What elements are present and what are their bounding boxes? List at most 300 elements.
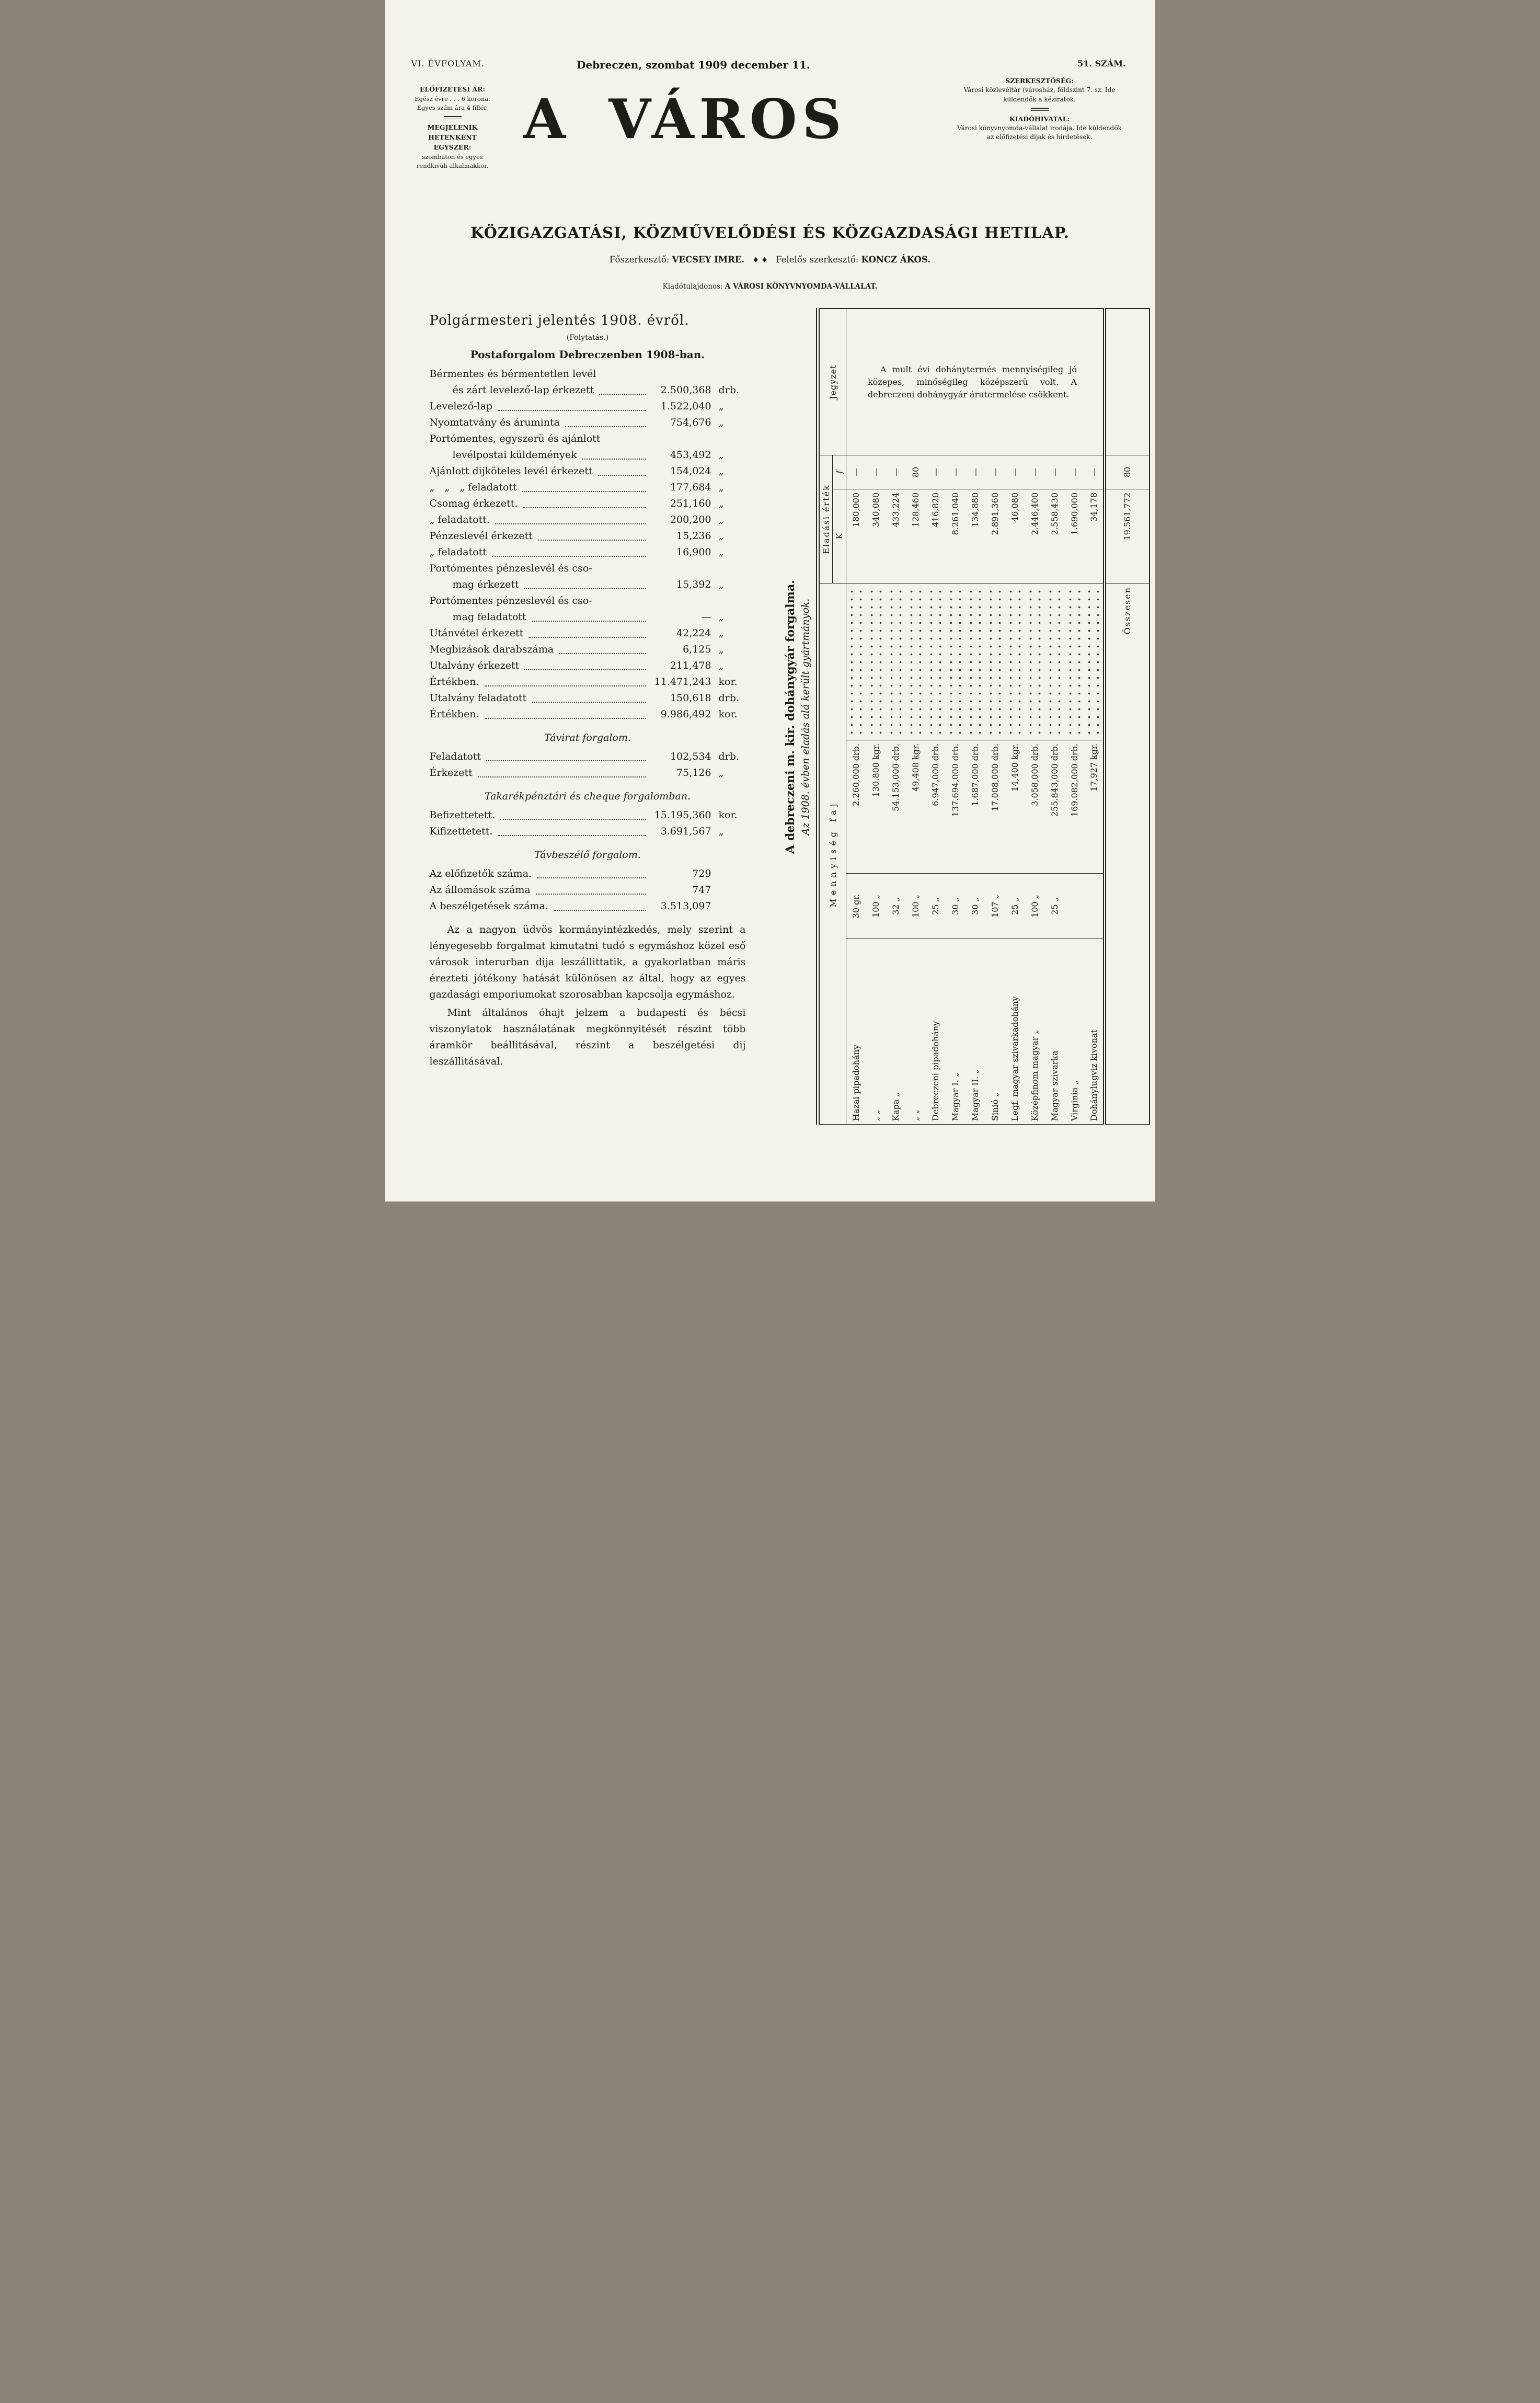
item-row	[430, 463, 746, 479]
cell-dot-leader	[905, 583, 925, 740]
tobacco-table-header	[818, 308, 846, 1124]
item-row	[430, 823, 746, 840]
subscription-price-issue: Egyes szám ára 4 fillér.	[417, 104, 488, 111]
cell-product: Virginia „	[1069, 1080, 1079, 1121]
header-korona: K	[832, 489, 846, 583]
publisher-line	[385, 282, 1155, 291]
header-quantity-type: Mennyiség faj	[818, 583, 846, 1124]
dot-leader	[582, 459, 646, 460]
body-paragraphs	[430, 922, 746, 1070]
dot-leader	[523, 507, 646, 508]
newspaper-page	[385, 0, 1155, 1202]
responsible-editor-label: Felelős szerkesztő:	[776, 255, 859, 265]
cell-quantity: 3.058,000 drb.	[1025, 740, 1044, 874]
item-label: Levelező-lap	[429, 400, 493, 412]
divider-rule	[1031, 108, 1049, 111]
item-row	[430, 398, 746, 415]
item-label: Csomag érkezett.	[429, 498, 518, 509]
tobacco-row	[1064, 308, 1084, 1124]
cell-note	[846, 308, 866, 455]
cell-quantity: 54.153,000 drb.	[886, 740, 905, 874]
cell-product: Kapa „	[890, 1092, 901, 1121]
frequency-heading: MEGJELENIK HETENKÉNT EGYSZER:	[427, 123, 478, 151]
item-first-line: Portómentes pénzeslevél és cso-	[429, 563, 592, 574]
cell-dot-leader	[846, 583, 866, 740]
cell-quantity: 49,408 kgr.	[905, 740, 925, 874]
item-row	[430, 749, 746, 765]
cell-unit-weight: 25 „	[1005, 874, 1025, 939]
cell-dot-leader	[985, 583, 1005, 740]
item-label: Az előfizetők száma.	[429, 868, 532, 879]
postal-list-item	[430, 366, 746, 398]
item-unit: kor.	[718, 708, 738, 720]
cell-product: Dohánylugviz kivonat	[1088, 1029, 1098, 1121]
item-value: 251,160	[670, 498, 711, 509]
tobacco-row	[1025, 308, 1044, 1124]
cell-value-korona: 416,820	[925, 489, 945, 583]
cell-quantity: 17,927 kgr.	[1084, 740, 1104, 874]
cell-dot-leader	[866, 583, 886, 740]
cell-dot-leader	[1064, 583, 1084, 740]
dot-leader	[599, 394, 646, 395]
dot-leader	[565, 426, 646, 427]
dot-leader	[532, 621, 646, 622]
cell-unit-weight: 100 „	[1025, 874, 1044, 939]
cell-value-filler: —	[945, 455, 965, 489]
header-sale-value: Eladási érték	[818, 455, 832, 583]
item-label: Az állomások száma	[429, 884, 531, 896]
cell-quantity: 17.008,000 drb.	[985, 740, 1005, 874]
item-label: Feladatott	[429, 751, 481, 762]
item-label: „ feladatott.	[429, 514, 490, 525]
subscription-box	[411, 85, 494, 170]
divider-rule	[444, 116, 462, 119]
dot-leader	[498, 410, 646, 411]
dot-leader	[966, 587, 975, 737]
dot-leader	[478, 776, 646, 777]
item-row	[430, 706, 746, 723]
issue-number: 51. SZÁM.	[1077, 59, 1126, 68]
cell-quantity: 130.800 kgr.	[866, 740, 886, 874]
cell-value-filler: —	[985, 455, 1005, 489]
item-first-line: Portómentes pénzeslevél és cso-	[429, 595, 592, 607]
item-label: Érkezett	[429, 767, 473, 779]
telegraph-list-item	[430, 749, 746, 765]
savings-list-item	[430, 823, 746, 840]
volume-label: VI. ÉVFOLYAM.	[411, 59, 485, 68]
total-label: Összesen	[1104, 583, 1149, 1124]
dot-leader	[995, 587, 1004, 737]
cell-dot-leader	[1084, 583, 1104, 740]
dot-leader	[876, 587, 884, 737]
publishing-office-text: Városi könyvnyomda-vállalat irodája. Ide küldendők az előfizetési dijak és hirdetések.	[957, 124, 1122, 141]
item-unit: „	[718, 767, 724, 779]
publishing-office-heading: KIADÓHIVATAL:	[1009, 115, 1070, 123]
cell-value-filler: —	[846, 455, 866, 489]
total-korona: 19.561,772	[1104, 489, 1149, 583]
telephone-list	[430, 866, 746, 914]
tobacco-row	[846, 308, 866, 1124]
item-unit: „	[718, 826, 724, 837]
masthead	[411, 73, 1129, 215]
tobacco-row	[1005, 308, 1025, 1124]
item-label: Utánvétel érkezett	[429, 627, 524, 639]
postal-list	[430, 366, 746, 723]
cell-value-filler: —	[1044, 455, 1064, 489]
date-title: Debreczen, szombat 1909 december 11.	[577, 59, 810, 71]
item-unit: „	[718, 465, 724, 477]
item-row	[430, 674, 746, 690]
item-label: „ feladatott	[429, 546, 487, 558]
dot-leader	[856, 587, 865, 737]
dot-leader	[554, 910, 646, 911]
tobacco-table-inner	[783, 309, 1148, 1125]
postal-list-item	[430, 415, 746, 431]
postal-section-heading: Postaforgalom Debreczenben 1908-ban.	[470, 348, 705, 361]
cell-product: Középfinom magyar „	[1029, 1029, 1040, 1121]
item-unit: „	[718, 417, 724, 428]
item-value: 150,618	[670, 692, 711, 704]
tobacco-table-footer	[1104, 308, 1149, 1124]
item-unit: „	[718, 449, 724, 461]
dot-leader	[895, 587, 904, 737]
body-paragraph: Mint általános óhajt jelzem a budapesti és bécsi viszonylatok használatának megkönnyitését részint több áramkör beállitásával, részint a beszélgetési dij leszállitásával.	[429, 1007, 746, 1067]
dot-leader	[1085, 587, 1094, 737]
item-label: A beszélgetések száma.	[429, 900, 549, 912]
item-row	[430, 898, 746, 914]
item-value: 729	[692, 868, 711, 879]
cell-dot-leader	[886, 583, 905, 740]
item-value: 75,126	[676, 767, 711, 779]
cell-value-korona: 34,178	[1084, 489, 1104, 583]
cell-value-korona: 2.446,400	[1025, 489, 1044, 583]
item-value: 211,478	[670, 660, 711, 671]
item-row	[430, 765, 746, 781]
header-note: Jegyzet	[818, 308, 846, 455]
dot-leader	[598, 475, 646, 476]
item-unit: „	[718, 400, 724, 412]
item-value: 11.471,243	[654, 676, 711, 688]
item-value: 747	[692, 884, 711, 896]
item-unit: „	[718, 530, 724, 542]
item-row	[430, 479, 746, 496]
item-value: 3.513,097	[660, 900, 711, 912]
postal-list-item	[430, 544, 746, 560]
dot-leader	[975, 587, 984, 737]
dot-leader	[1065, 587, 1074, 737]
date-line	[385, 59, 1155, 74]
cell-unit-weight: 25 „	[925, 874, 945, 939]
subscription-heading: ELŐFIZETÉSI ÁR:	[419, 85, 486, 93]
newspaper-subtitle: KÖZIGAZGATÁSI, KÖZMŰVELŐDÉSI ÉS KÖZGAZDASÁGI HETILAP.	[470, 224, 1070, 242]
table-subtitle: Az 1908. évben eladás alá került gyártmányok.	[799, 598, 811, 836]
cell-unit-weight: 32 „	[886, 874, 905, 939]
cell-unit-weight: 100 „	[866, 874, 886, 939]
cell-unit-weight: 100 „	[905, 874, 925, 939]
cell-value-filler: 80	[905, 455, 925, 489]
dot-leader	[486, 760, 646, 761]
postal-list-item	[430, 642, 746, 658]
cell-value-korona: 8.261,040	[945, 489, 965, 583]
cell-dot-leader	[925, 583, 945, 740]
dot-leader	[524, 669, 646, 670]
item-label: mag feladatott	[452, 611, 526, 623]
dot-leader	[847, 587, 856, 737]
item-row	[430, 642, 746, 658]
item-unit: „	[718, 514, 724, 525]
cell-quantity: 169.082,000 drb.	[1064, 740, 1084, 874]
item-value: 3.691,567	[660, 826, 711, 837]
cell-product: Hazai pipadohány	[851, 1045, 861, 1121]
cell-value-korona: 2.558,430	[1044, 489, 1064, 583]
cell-quantity: 137.694,000 drb.	[945, 740, 965, 874]
chief-editor-name: VECSEY IMRE.	[672, 255, 745, 265]
item-value: 154,024	[670, 465, 711, 477]
item-label: mag érkezett	[452, 579, 519, 590]
savings-list-item	[430, 807, 746, 823]
item-label: Utalvány feladatott	[429, 692, 527, 704]
cell-unit-weight: 30 gr.	[846, 874, 866, 939]
dot-leader	[532, 702, 646, 703]
cell-unit-weight: 25 „	[1044, 874, 1064, 939]
telephone-list-item	[430, 882, 746, 898]
tobacco-row	[1084, 308, 1104, 1124]
cell-product: Magyar II. „	[970, 1069, 980, 1121]
item-label: Nyomtatvány és áruminta	[429, 417, 560, 428]
item-unit: „	[718, 579, 724, 590]
cell-unit-weight: 30 „	[945, 874, 965, 939]
total-note-cell	[1104, 308, 1149, 455]
item-value: 453,492	[670, 449, 711, 461]
editorial-office-text: Városi közlevéltár (városház, földszint 7. sz. Ide küldendők a kéziratok.	[963, 86, 1116, 103]
cell-value-filler: —	[866, 455, 886, 489]
chief-editor-label: Főszerkesztő:	[609, 255, 670, 265]
frequency-text: szombaton és egyes rendkivüli alkalmakkor.	[416, 153, 489, 169]
item-unit: „	[718, 660, 724, 671]
item-label: Utalvány érkezett	[429, 660, 520, 671]
publisher-name: A VÁROSI KÖNYVNYOMDA-VÁLLALAT.	[725, 282, 878, 291]
item-first-line: Bérmentes és bérmentetlen levél	[429, 368, 596, 380]
item-row	[430, 528, 746, 544]
dot-leader	[946, 587, 955, 737]
item-value: 754,676	[670, 417, 711, 428]
cell-value-korona: 340,080	[866, 489, 886, 583]
cell-unit-weight: 30 „	[965, 874, 985, 939]
dot-leader	[522, 491, 646, 492]
cell-value-korona: 180,000	[846, 489, 866, 583]
dot-leader	[498, 835, 646, 836]
tobacco-table-rotated	[783, 309, 1148, 1125]
cell-value-filler: —	[1005, 455, 1025, 489]
item-unit: kor.	[718, 676, 738, 688]
item-row	[430, 658, 746, 674]
item-label: és zárt levelező-lap érkezett	[452, 384, 594, 396]
dot-leader	[915, 587, 924, 737]
tobacco-row	[905, 308, 925, 1124]
cell-product: Magyar szivarka	[1049, 1050, 1060, 1121]
item-unit: drb.	[718, 692, 739, 704]
postal-list-item	[430, 560, 746, 593]
cell-dot-leader	[945, 583, 965, 740]
telegraph-list	[430, 749, 746, 781]
cell-value-filler: —	[925, 455, 945, 489]
cell-value-filler: —	[886, 455, 905, 489]
item-value: 200,200	[670, 514, 711, 525]
item-row	[430, 447, 746, 463]
dot-leader	[887, 587, 895, 737]
postal-list-item	[430, 658, 746, 674]
editorial-box	[956, 76, 1124, 142]
item-label: Kifizettetett.	[429, 826, 493, 837]
cell-unit-weight	[1084, 874, 1104, 939]
dot-leader	[1026, 587, 1035, 737]
tobacco-row	[1044, 308, 1064, 1124]
item-row	[430, 382, 746, 398]
article-title: Polgármesteri jelentés 1908. évről.	[429, 313, 689, 328]
item-value: 102,534	[670, 751, 711, 762]
item-unit: „	[718, 482, 724, 493]
dot-leader	[536, 894, 646, 895]
item-unit: kor.	[718, 809, 738, 821]
item-row	[430, 512, 746, 528]
postal-list-item	[430, 528, 746, 544]
item-row	[430, 690, 746, 706]
report-column	[430, 313, 746, 1070]
item-label: Ajánlott dijköteles levél érkezett	[429, 465, 593, 477]
cell-quantity: 1.687,000 drb.	[965, 740, 985, 874]
item-row	[430, 609, 746, 625]
dot-leader	[926, 587, 935, 737]
cell-value-korona: 1.690,000	[1064, 489, 1084, 583]
item-value: 15.195,360	[654, 809, 711, 821]
dot-leader	[986, 587, 995, 737]
item-row	[430, 807, 746, 823]
cell-unit-weight: 107 „	[985, 874, 1005, 939]
dot-leader	[867, 587, 876, 737]
cell-product: „ „	[870, 1109, 881, 1121]
postal-list-item	[430, 431, 746, 463]
dot-leader	[528, 637, 646, 638]
telephone-list-item	[430, 866, 746, 882]
postal-list-item	[430, 706, 746, 723]
tobacco-row	[945, 308, 965, 1124]
item-row	[430, 415, 746, 431]
item-unit: „	[718, 627, 724, 639]
item-label: levélpostai küldemények	[452, 449, 577, 461]
item-label: Pénzeslevél érkezett	[429, 530, 533, 542]
item-row	[430, 866, 746, 882]
item-label: „ „ „ feladatott	[429, 482, 517, 493]
tobacco-row	[965, 308, 985, 1124]
item-unit: „	[718, 546, 724, 558]
item-unit: „	[718, 498, 724, 509]
cell-product: Debreczeni pipadohány	[930, 1021, 940, 1121]
postal-list-item	[430, 690, 746, 706]
body-paragraph: Az a nagyon üdvös kormányintézkedés, mely szerint a lényegesebb forgalmat kimutatni tudó s egymáshoz közel eső városok interurban dija leszállittatik, a gyakorlatban máris érezteti jótékony hatását különösen az által, hogy az egyes gazdasági emporiumokat szorosabban kapcsolja egymáshoz.	[429, 924, 746, 1000]
dot-leader	[1094, 587, 1102, 737]
cell-dot-leader	[1044, 583, 1064, 740]
responsible-editor-name: KONCZ ÁKOS.	[861, 255, 930, 265]
cell-value-filler: —	[1064, 455, 1084, 489]
item-value: 15,392	[676, 579, 711, 590]
cell-dot-leader	[1005, 583, 1025, 740]
cell-value-korona: 128,460	[905, 489, 925, 583]
editors-line	[385, 255, 1155, 265]
dot-leader	[935, 587, 944, 737]
table-title: A debreczeni m. kir. dohánygyár forgalma.	[783, 580, 797, 854]
cell-product: Sinió „	[990, 1092, 1000, 1121]
cell-quantity: 6.947,000 drb.	[925, 740, 945, 874]
dot-leader	[495, 523, 646, 524]
cell-dot-leader	[965, 583, 985, 740]
dot-leader	[1015, 587, 1024, 737]
dot-leader	[955, 587, 964, 737]
item-label: Értékben.	[429, 708, 479, 720]
dot-leader	[492, 556, 646, 557]
postal-list-item	[430, 479, 746, 496]
dot-leader	[1045, 587, 1054, 737]
cell-quantity: 14,400 kgr.	[1005, 740, 1025, 874]
item-row	[430, 625, 746, 642]
cell-unit-weight	[1064, 874, 1084, 939]
tobacco-row	[985, 308, 1005, 1124]
cell-value-korona: 134,880	[965, 489, 985, 583]
item-value: 2.500,368	[660, 384, 711, 396]
diamond-separator: ♦ ♦	[752, 256, 768, 265]
savings-heading: Takarékpénztári és cheque forgalomban.	[484, 791, 691, 802]
tobacco-row	[925, 308, 945, 1124]
cell-note	[1084, 308, 1104, 455]
subscription-price-year: Egész évre . . . 6 korona.	[415, 95, 490, 102]
item-row	[430, 544, 746, 560]
dot-leader	[538, 540, 646, 541]
item-label: Megbizások darabszáma	[429, 644, 554, 655]
postal-list-item	[430, 463, 746, 479]
item-unit: „	[718, 644, 724, 655]
tobacco-table-body	[846, 308, 1104, 1124]
cell-dot-leader	[1025, 583, 1044, 740]
dot-leader	[906, 587, 915, 737]
savings-list	[430, 807, 746, 840]
cell-value-filler: —	[1025, 455, 1044, 489]
editorial-office-heading: SZERKESZTŐSÉG:	[1005, 77, 1074, 85]
dot-leader	[1054, 587, 1063, 737]
dot-leader	[559, 653, 646, 654]
cell-value-filler: —	[965, 455, 985, 489]
postal-list-item	[430, 593, 746, 625]
item-unit: drb.	[718, 751, 739, 762]
header-filler: f	[832, 455, 846, 489]
item-value: 9.986,492	[660, 708, 711, 720]
item-value: —	[701, 611, 711, 623]
item-value: 177,684	[670, 482, 711, 493]
item-row	[430, 577, 746, 593]
newspaper-title: A VÁROS	[523, 87, 847, 151]
dot-leader	[1074, 587, 1083, 737]
table-note: A mult évi dohánytermés mennyiségileg jó közepes, minőségileg középszerü volt. A debreczeni dohánygyár árutermelése csökkent.	[867, 364, 1077, 399]
cell-product: Magyar I. „	[950, 1072, 960, 1121]
dot-leader	[485, 685, 646, 686]
tobacco-total-row	[1104, 308, 1149, 1124]
telegraph-list-item	[430, 765, 746, 781]
dot-leader	[500, 819, 646, 820]
postal-list-item	[430, 496, 746, 512]
item-value: 15,236	[676, 530, 711, 542]
item-label: Értékben.	[429, 676, 479, 688]
item-value: 16,900	[676, 546, 711, 558]
dot-leader	[1035, 587, 1043, 737]
dot-leader	[485, 718, 646, 719]
